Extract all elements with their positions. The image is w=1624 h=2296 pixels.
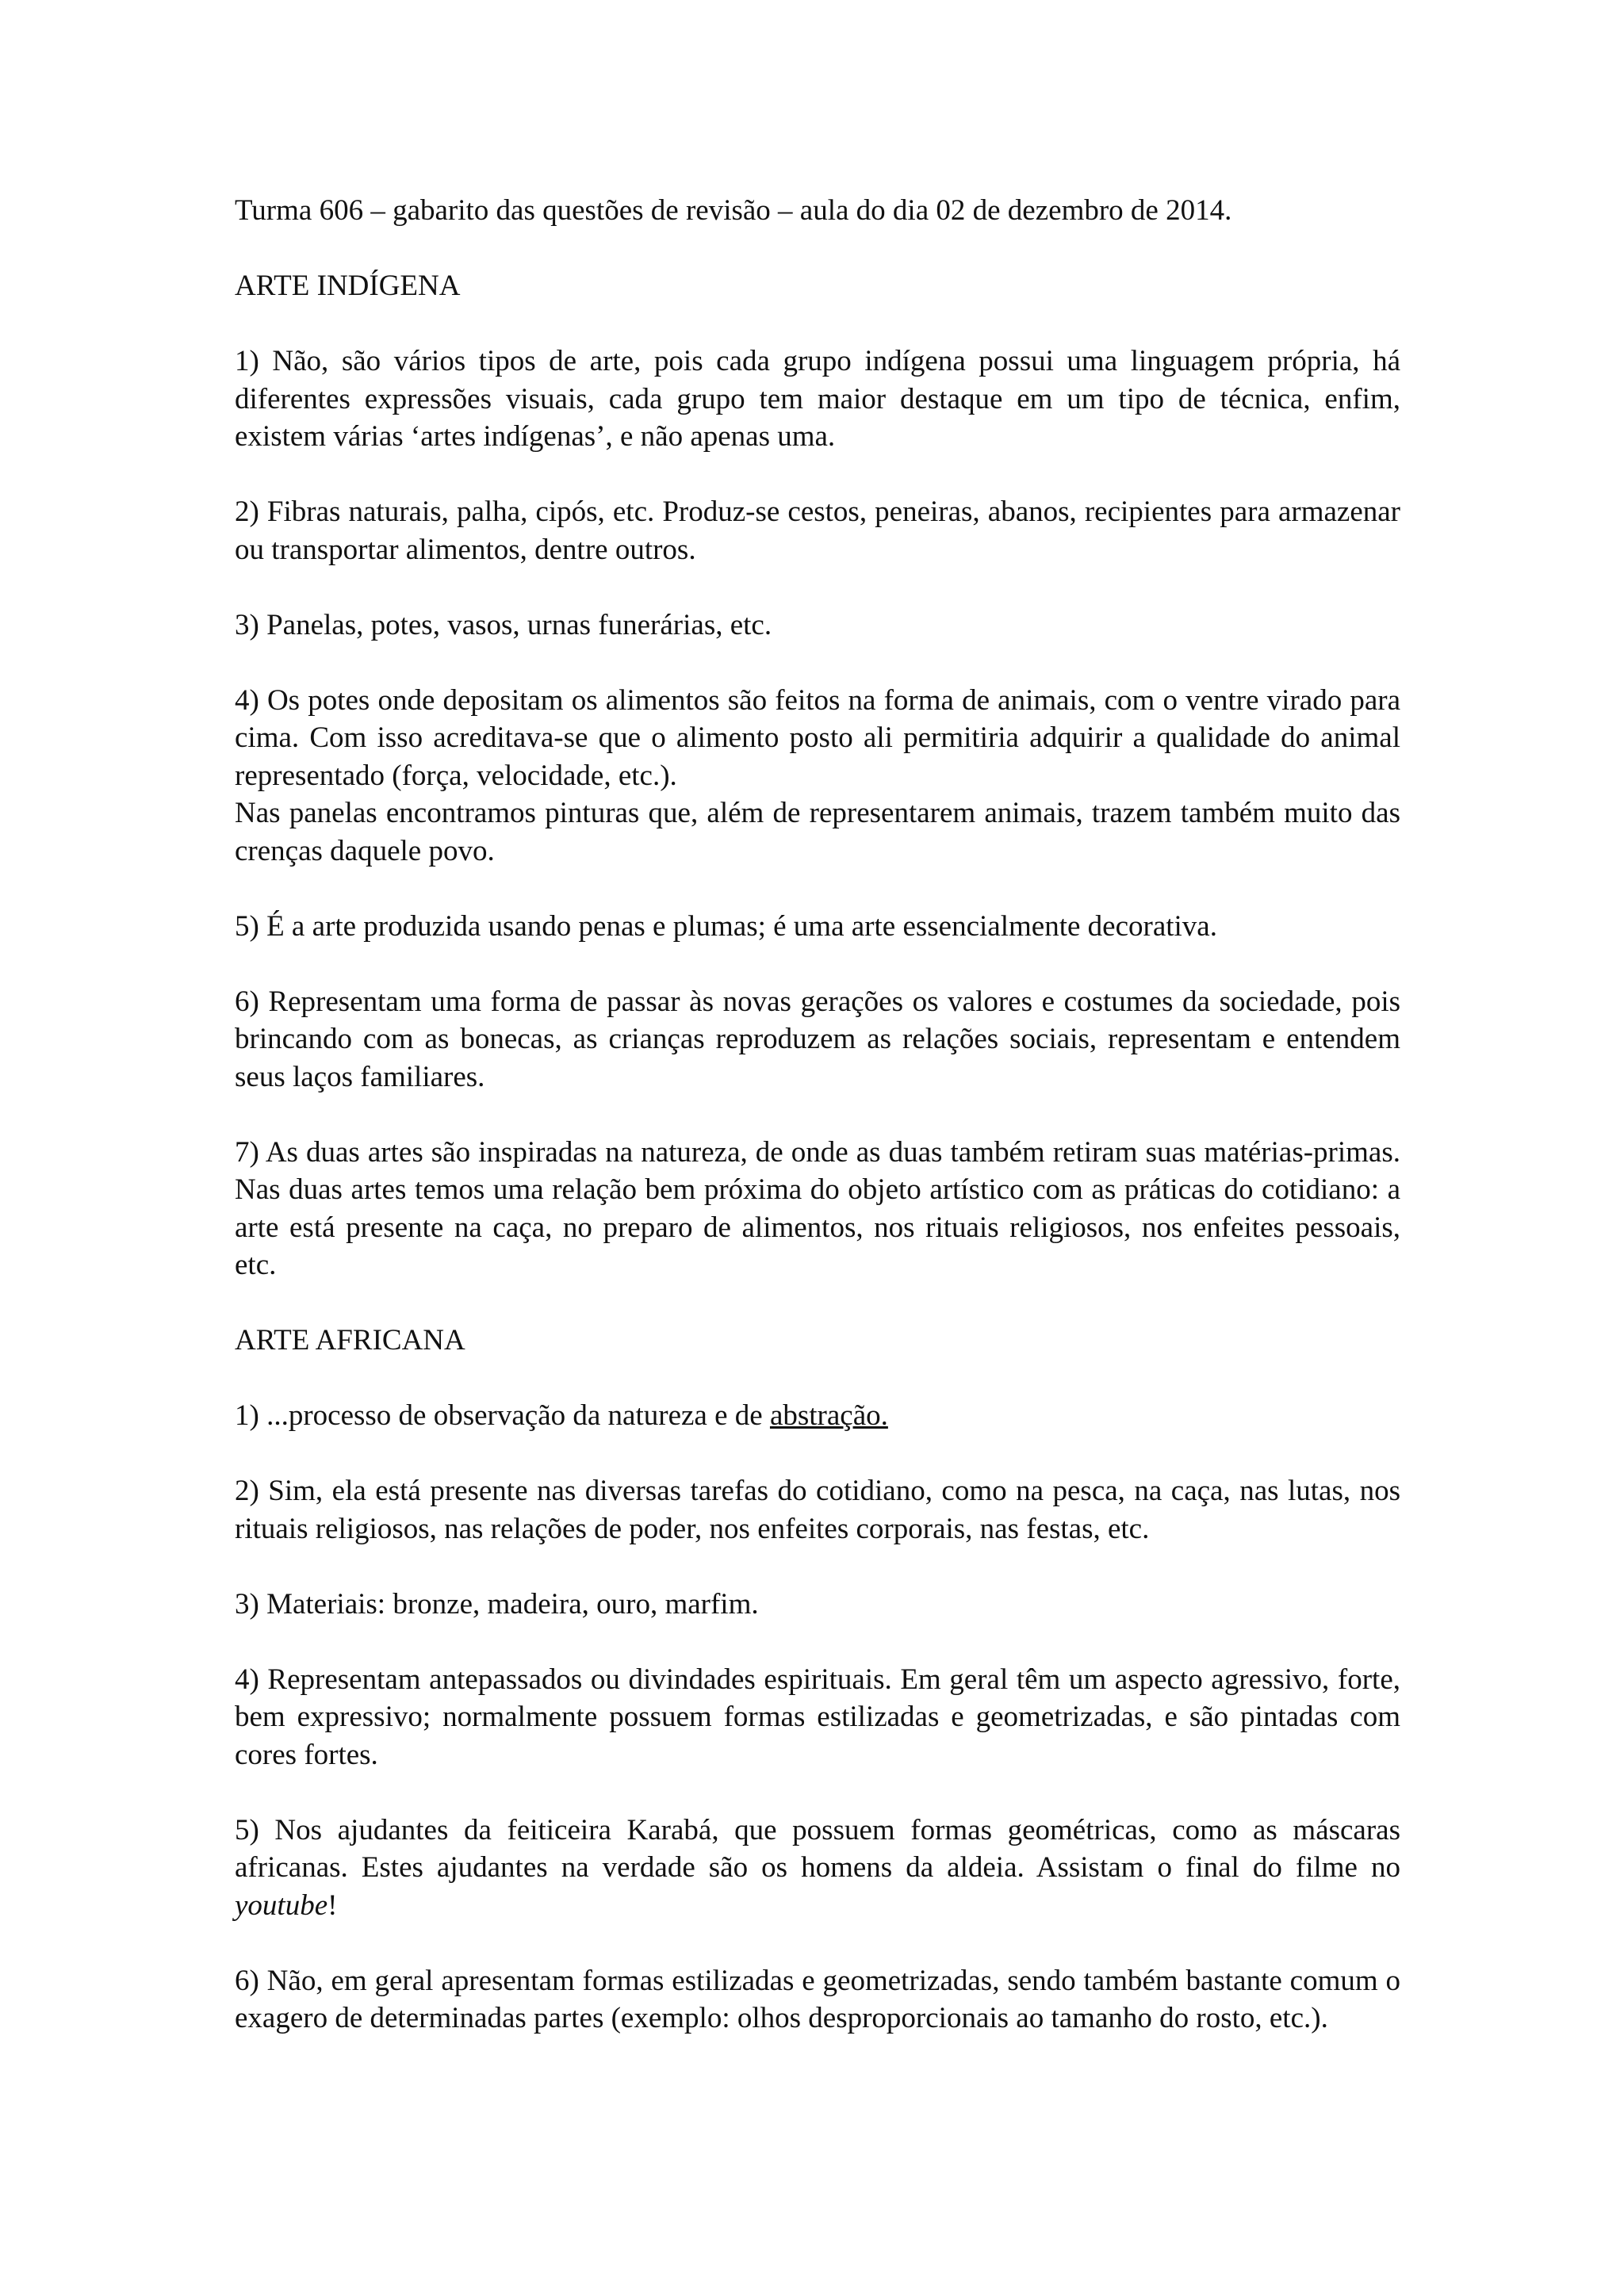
indigena-answer-4: 4) Os potes onde depositam os alimentos são feitos na forma de animais, com o ventre virado para cima. Com isso acreditava-se que o alimento posto ali permitiria adquirir a qualidade do animal representado (força, velocidade, etc.). [235, 683, 1400, 792]
africana-answer-1-text: 1) ...processo de observação da natureza e de [235, 1399, 770, 1432]
indigena-answer-2: 2) Fibras naturais, palha, cipós, etc. Produz-se cestos, peneiras, abanos, recipientes para armazenar ou transportar alimentos, dentre outros. [235, 496, 1400, 566]
indigena-answer-6: 6) Representam uma forma de passar às novas gerações os valores e costumes da sociedade, pois brincando com as bonecas, as crianças reproduzem as relações sociais, representam e entendem seus laços familiares. [235, 985, 1400, 1093]
indigena-answer-5: 5) É a arte produzida usando penas e plumas; é uma arte essencialmente decorativa. [235, 909, 1217, 943]
africana-answer-4: 4) Representam antepassados ou divindades espirituais. Em geral têm um aspecto agressivo, forte, bem expressivo; normalmente possuem formas estilizadas e geometrizadas, e são pintadas com cores fortes. [235, 1663, 1400, 1771]
africana-answer-2: 2) Sim, ela está presente nas diversas tarefas do cotidiano, como na pesca, na caça, nas lutas, nos rituais religiosos, nas relações de poder, nos enfeites corporais, nas festas, etc. [235, 1475, 1400, 1545]
africana-answer-3: 3) Materiais: bronze, madeira, ouro, marfim. [235, 1587, 759, 1621]
africana-answer-6: 6) Não, em geral apresentam formas estilizadas e geometrizadas, sendo também bastante comum o exagero de determinadas partes (exemplo: olhos desproporcionais ao tamanho do rosto, etc.). [235, 1964, 1400, 2034]
document-page [235, 192, 1400, 2075]
indigena-answer-3: 3) Panelas, potes, vasos, urnas funerárias, etc. [235, 608, 772, 641]
indigena-answer-7: 7) As duas artes são inspiradas na natureza, de onde as duas também retiram suas matérias-primas. Nas duas artes temos uma relação bem próxima do objeto artístico com as práticas do cotidiano: a arte está presente na caça, no preparo de alimentos, nos rituais religiosos, nos enfeites pessoais, etc. [235, 1135, 1400, 1281]
africana-answer-5-text: 5) Nos ajudantes da feiticeira Karabá, que possuem formas geométricas, como as máscaras africanas. Estes ajudantes na verdade são os homens da aldeia. Assistam o final do filme no [235, 1813, 1400, 1884]
africana-answer-5-italic: youtube [235, 1888, 328, 1922]
africana-answer-1 [235, 1397, 1400, 1435]
section-title-africana: ARTE AFRICANA [235, 1324, 465, 1357]
section-title-indigena: ARTE INDÍGENA [235, 270, 461, 302]
document-header: Turma 606 – gabarito das questões de revisão – aula do dia 02 de dezembro de 2014. [235, 194, 1232, 227]
africana-answer-5 [235, 1812, 1400, 1925]
indigena-answer-1: 1) Não, são vários tipos de arte, pois cada grupo indígena possui uma linguagem própria, há diferentes expressões visuais, cada grupo tem maior destaque em um tipo de técnica, enfim, existem várias ‘artes indígenas’, e não apenas uma. [235, 345, 1400, 453]
africana-answer-1-underlined: abstração. [769, 1399, 888, 1432]
indigena-answer-4-continued: Nas panelas encontramos pinturas que, além de representarem animais, trazem também muito das crenças daquele povo. [235, 797, 1400, 867]
africana-answer-5-suffix: ! [327, 1888, 338, 1922]
